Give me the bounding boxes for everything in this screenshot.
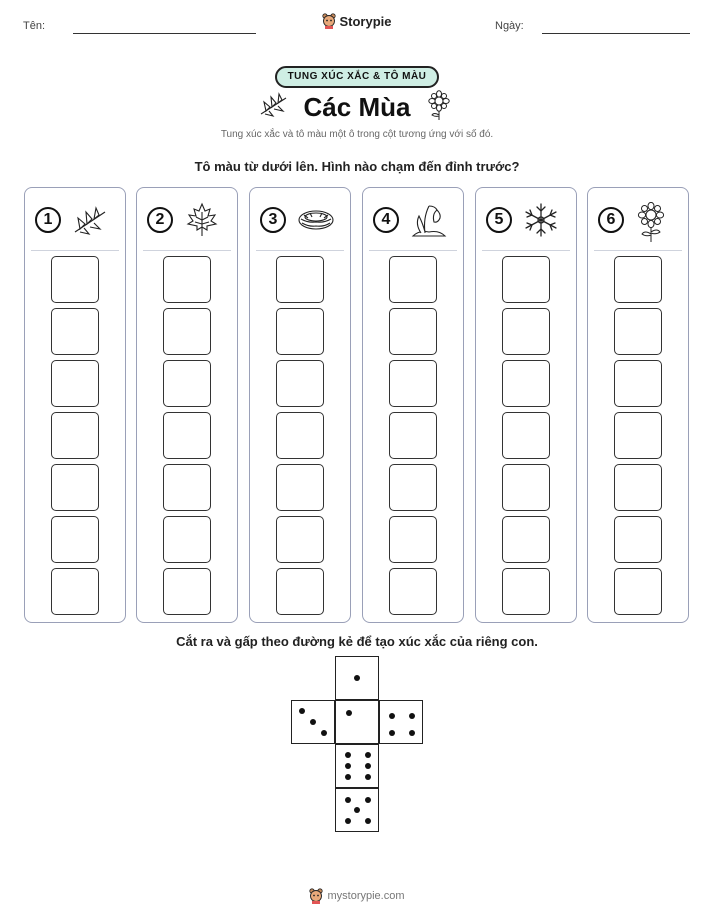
color-cell[interactable] (614, 568, 662, 615)
color-cell[interactable] (276, 464, 324, 511)
column-divider (256, 250, 344, 251)
color-cell[interactable] (502, 568, 550, 615)
die-pip (365, 774, 371, 780)
worksheet-badge: TUNG XÚC XẮC & TÔ MÀU (275, 66, 439, 88)
die-face-5 (335, 788, 379, 832)
color-cell[interactable] (502, 360, 550, 407)
die-pip (345, 818, 351, 824)
color-cell[interactable] (389, 568, 437, 615)
snowflake-icon (522, 202, 560, 238)
color-cell[interactable] (276, 360, 324, 407)
die-pip (321, 730, 327, 736)
season-column-2 (136, 187, 238, 623)
color-cell[interactable] (163, 360, 211, 407)
color-cell[interactable] (51, 256, 99, 303)
die-pip (299, 708, 305, 714)
brand (0, 13, 714, 32)
coloring-instruction: Tô màu từ dưới lên. Hình nào chạm đến đỉnh trước? (194, 159, 520, 174)
snowdrop-icon (409, 202, 449, 240)
color-cell[interactable] (389, 308, 437, 355)
color-cell[interactable] (51, 412, 99, 459)
column-number: 2 (147, 207, 173, 233)
die-face-4 (379, 700, 423, 744)
die-face-1 (335, 656, 379, 700)
die-pip (389, 713, 395, 719)
color-cell[interactable] (502, 516, 550, 563)
footer-site: mystorypie.com (327, 890, 405, 902)
die-pip (345, 774, 351, 780)
die-pip (365, 797, 371, 803)
color-cell[interactable] (163, 308, 211, 355)
die-pip (365, 763, 371, 769)
color-cell[interactable] (614, 516, 662, 563)
color-cell[interactable] (389, 256, 437, 303)
color-cell[interactable] (163, 568, 211, 615)
color-cell[interactable] (389, 412, 437, 459)
die-pip (365, 818, 371, 824)
color-cell[interactable] (51, 464, 99, 511)
mascot-icon (309, 888, 323, 904)
color-cell[interactable] (163, 412, 211, 459)
color-cell[interactable] (276, 516, 324, 563)
color-cell[interactable] (502, 464, 550, 511)
color-cell[interactable] (389, 360, 437, 407)
season-column-6 (587, 187, 689, 623)
die-face-1-center (335, 700, 379, 744)
brand-name: Storypie (339, 13, 392, 29)
season-column-5 (475, 187, 577, 623)
color-cell[interactable] (163, 516, 211, 563)
color-cell[interactable] (614, 360, 662, 407)
worksheet-subtitle: Tung xúc xắc và tô màu một ô trong cột tương ứng với số đó. (220, 129, 494, 140)
color-cell[interactable] (276, 256, 324, 303)
die-pip (389, 730, 395, 736)
color-cell[interactable] (276, 568, 324, 615)
die-pip (365, 752, 371, 758)
column-number: 3 (260, 207, 286, 233)
color-cell[interactable] (502, 412, 550, 459)
die-pip (345, 752, 351, 758)
date-line (542, 33, 690, 34)
column-divider (369, 250, 457, 251)
die-pip (345, 797, 351, 803)
color-cell[interactable] (614, 464, 662, 511)
die-pip (346, 710, 352, 716)
color-cell[interactable] (51, 360, 99, 407)
color-cell[interactable] (51, 516, 99, 563)
die-pip (310, 719, 316, 725)
color-cell[interactable] (614, 256, 662, 303)
color-cell[interactable] (51, 568, 99, 615)
date-label: Ngày: (495, 20, 524, 32)
maple-leaf-icon (183, 202, 221, 238)
name-label: Tên: (23, 20, 46, 32)
column-divider (143, 250, 231, 251)
mascot-icon (322, 13, 336, 29)
color-cell[interactable] (502, 308, 550, 355)
die-face-6 (335, 744, 379, 788)
color-cell[interactable] (614, 412, 662, 459)
nest-icon (296, 202, 336, 238)
column-divider (594, 250, 682, 251)
color-cell[interactable] (163, 256, 211, 303)
color-cell[interactable] (276, 308, 324, 355)
footer (0, 888, 714, 907)
column-number: 6 (598, 207, 624, 233)
color-cell[interactable] (502, 256, 550, 303)
color-cell[interactable] (389, 464, 437, 511)
column-number: 1 (35, 207, 61, 233)
season-column-1 (24, 187, 126, 623)
die-pip (409, 730, 415, 736)
color-cell[interactable] (389, 516, 437, 563)
leaves-icon (71, 202, 109, 238)
season-column-3 (249, 187, 351, 623)
sunflower-icon (426, 90, 452, 120)
column-number: 5 (486, 207, 512, 233)
worksheet-title: Các Mùa (303, 92, 411, 122)
cut-instruction: Cắt ra và gấp theo đường kẻ để tạo xúc xắc của riêng con. (176, 634, 538, 649)
color-cell[interactable] (614, 308, 662, 355)
die-pip (354, 807, 360, 813)
die-pip (345, 763, 351, 769)
color-cell[interactable] (276, 412, 324, 459)
die-pip (354, 675, 360, 681)
sunflower-icon (634, 202, 668, 242)
name-line (73, 33, 256, 34)
column-divider (482, 250, 570, 251)
die-face-3 (291, 700, 335, 744)
die-pip (409, 713, 415, 719)
color-cell[interactable] (163, 464, 211, 511)
color-cell[interactable] (51, 308, 99, 355)
column-number: 4 (373, 207, 399, 233)
column-divider (31, 250, 119, 251)
season-column-4 (362, 187, 464, 623)
